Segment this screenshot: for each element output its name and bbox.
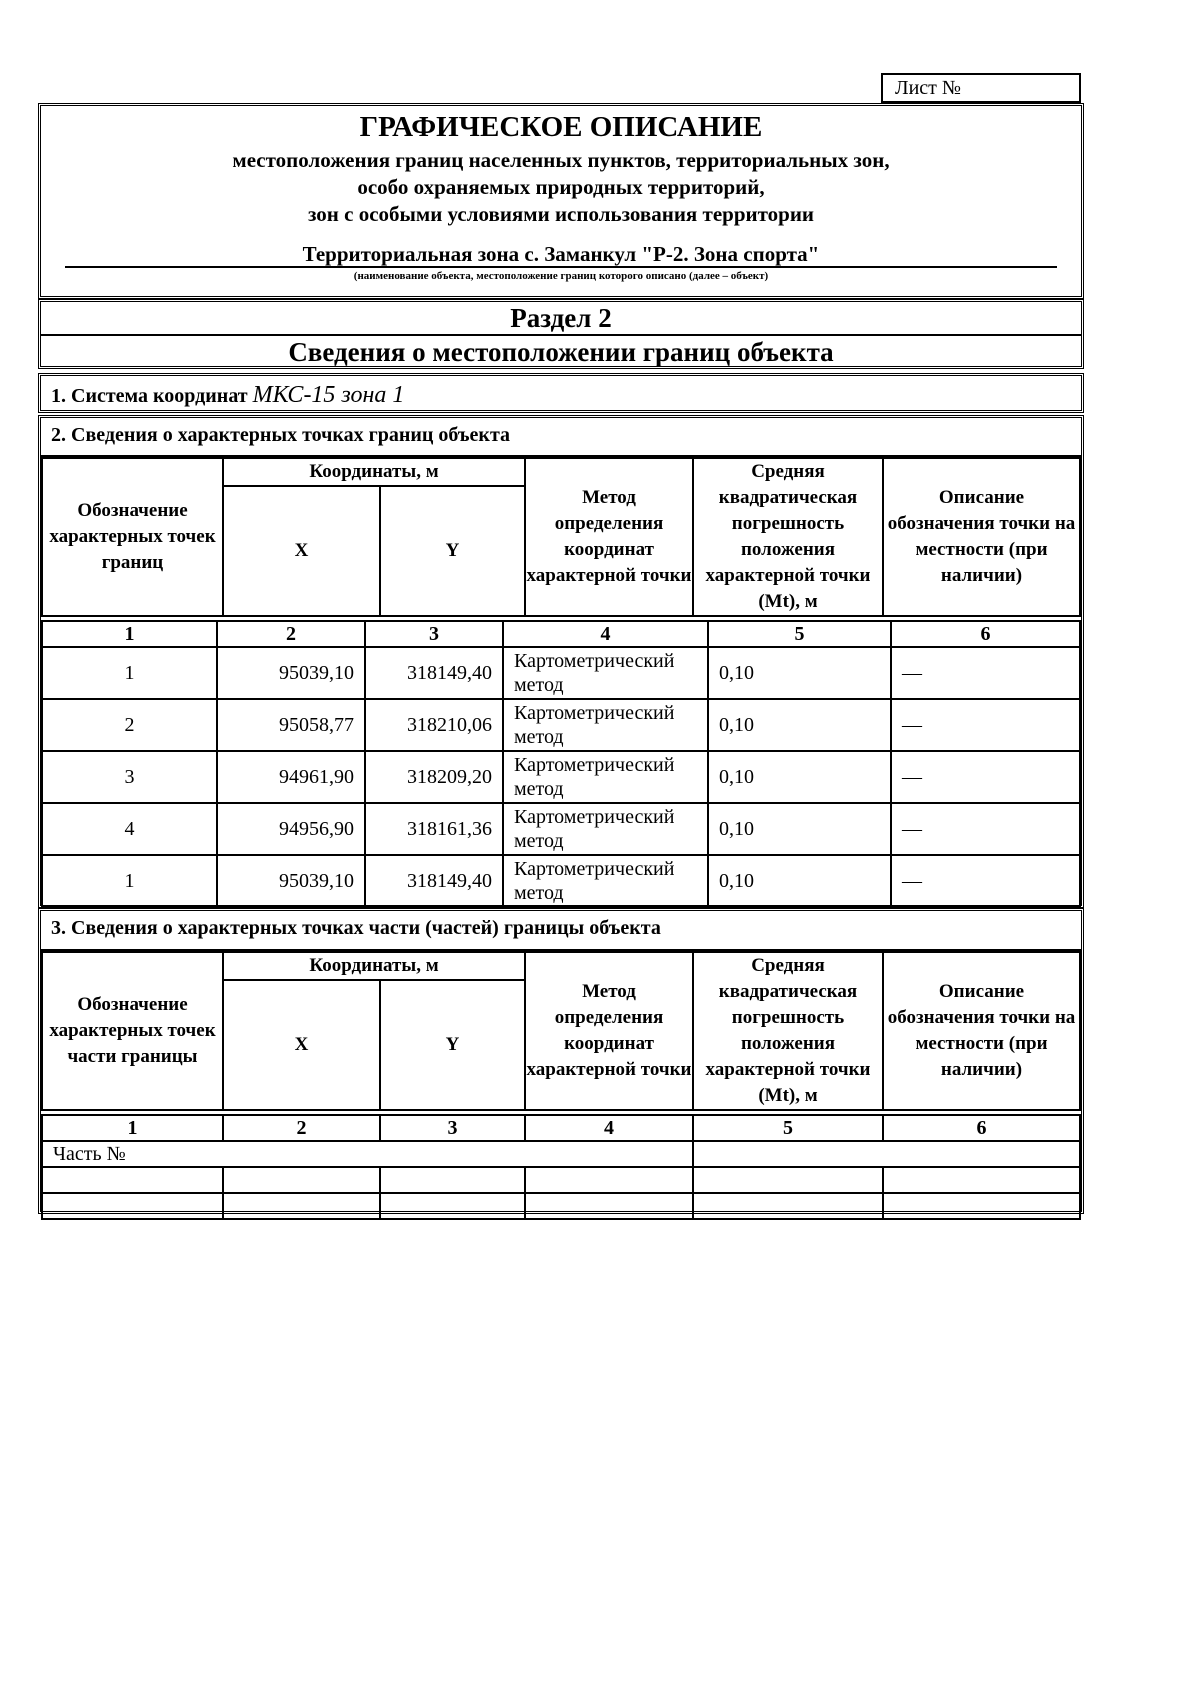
empty-cell bbox=[883, 1193, 1080, 1219]
point-y: 318210,06 bbox=[365, 699, 503, 751]
point-description: — bbox=[891, 647, 1080, 699]
column-number: 1 bbox=[42, 621, 217, 647]
empty-cell bbox=[42, 1193, 223, 1219]
table-row bbox=[42, 751, 1080, 803]
points-block bbox=[38, 415, 1084, 908]
col-x: X bbox=[223, 980, 380, 1110]
point-y: 318149,40 bbox=[365, 855, 503, 907]
points-heading: 2. Сведения о характерных точках границ объекта bbox=[41, 418, 1081, 457]
table-row bbox=[42, 647, 1080, 699]
table-row bbox=[42, 855, 1080, 907]
point-y: 318161,36 bbox=[365, 803, 503, 855]
empty-cell bbox=[525, 1167, 693, 1193]
col-description: Описание обозначения точки на местности (при наличии) bbox=[883, 458, 1080, 616]
empty-cell bbox=[693, 1193, 883, 1219]
point-x: 94961,90 bbox=[217, 751, 365, 803]
column-number: 1 bbox=[42, 1115, 223, 1141]
empty-cell bbox=[223, 1193, 380, 1219]
point-description: — bbox=[891, 751, 1080, 803]
column-numbers-row bbox=[42, 1115, 1080, 1141]
section-subtitle: Сведения о местоположении границ объекта bbox=[288, 337, 834, 367]
point-error: 0,10 bbox=[708, 647, 891, 699]
table-row bbox=[42, 1167, 1080, 1193]
parts-table bbox=[41, 1114, 1081, 1220]
column-number: 6 bbox=[891, 621, 1080, 647]
col-coords: Координаты, м bbox=[223, 952, 525, 980]
point-method: Картометрический метод bbox=[503, 855, 708, 907]
object-caption: (наименование объекта, местоположение границ которого описано (далее – объект) bbox=[353, 270, 769, 282]
point-method: Картометрический метод bbox=[503, 751, 708, 803]
subtitle-line-3: зон с особыми условиями использования территории bbox=[307, 202, 815, 226]
object-name: Территориальная зона с. Заманкул "Р-2. Зона спорта" bbox=[65, 242, 1057, 268]
empty-cell bbox=[883, 1167, 1080, 1193]
part-empty-cell bbox=[693, 1141, 1080, 1167]
point-id: 1 bbox=[42, 855, 217, 907]
point-id: 2 bbox=[42, 699, 217, 751]
column-number: 3 bbox=[365, 621, 503, 647]
point-description: — bbox=[891, 699, 1080, 751]
table-row bbox=[42, 1193, 1080, 1219]
points-header-table bbox=[41, 457, 1081, 617]
column-number: 4 bbox=[503, 621, 708, 647]
col-y: Y bbox=[380, 486, 525, 616]
empty-cell bbox=[380, 1193, 525, 1219]
parts-heading: 3. Сведения о характерных точках части (частей) границы объекта bbox=[41, 911, 1081, 951]
point-error: 0,10 bbox=[708, 803, 891, 855]
col-designation: Обозначение характерных точек границ bbox=[42, 458, 223, 616]
empty-cell bbox=[693, 1167, 883, 1193]
point-y: 318149,40 bbox=[365, 647, 503, 699]
empty-cell bbox=[42, 1167, 223, 1193]
point-id: 1 bbox=[42, 647, 217, 699]
part-label: Часть № bbox=[42, 1141, 693, 1167]
col-method: Метод определения координат характерной точки bbox=[525, 458, 693, 616]
point-description: — bbox=[891, 855, 1080, 907]
column-number: 2 bbox=[223, 1115, 380, 1141]
subtitle-line-1: местоположения границ населенных пунктов, территориальных зон, bbox=[232, 148, 890, 172]
point-method: Картометрический метод bbox=[503, 647, 708, 699]
section-block bbox=[38, 299, 1084, 369]
empty-cell bbox=[223, 1167, 380, 1193]
sheet-number: Лист № bbox=[881, 73, 1081, 103]
point-y: 318209,20 bbox=[365, 751, 503, 803]
point-x: 95039,10 bbox=[217, 647, 365, 699]
column-number: 3 bbox=[380, 1115, 525, 1141]
table-row bbox=[42, 803, 1080, 855]
point-method: Картометрический метод bbox=[503, 803, 708, 855]
header-block bbox=[38, 103, 1084, 299]
col-method: Метод определения координат характерной точки bbox=[525, 952, 693, 1110]
section-title: Раздел 2 bbox=[41, 302, 1081, 336]
col-y: Y bbox=[380, 980, 525, 1110]
parts-header-table bbox=[41, 951, 1081, 1111]
point-x: 94956,90 bbox=[217, 803, 365, 855]
point-error: 0,10 bbox=[708, 699, 891, 751]
point-description: — bbox=[891, 803, 1080, 855]
points-table bbox=[41, 620, 1081, 908]
point-x: 95058,77 bbox=[217, 699, 365, 751]
col-x: X bbox=[223, 486, 380, 616]
document-title: ГРАФИЧЕСКОЕ ОПИСАНИЕ bbox=[359, 111, 763, 143]
column-number: 6 bbox=[883, 1115, 1080, 1141]
col-error: Средняя квадратическая погрешность положения характерной точки (Mt), м bbox=[693, 952, 883, 1110]
coord-system-value: МКС-15 зона 1 bbox=[252, 382, 405, 408]
col-coords: Координаты, м bbox=[223, 458, 525, 486]
col-designation: Обозначение характерных точек части границы bbox=[42, 952, 223, 1110]
col-error: Средняя квадратическая погрешность положения характерной точки (Mt), м bbox=[693, 458, 883, 616]
point-id: 4 bbox=[42, 803, 217, 855]
col-description: Описание обозначения точки на местности (при наличии) bbox=[883, 952, 1080, 1110]
coord-system-block bbox=[38, 373, 1084, 413]
empty-cell bbox=[525, 1193, 693, 1219]
point-error: 0,10 bbox=[708, 855, 891, 907]
column-number: 5 bbox=[693, 1115, 883, 1141]
part-label-row bbox=[42, 1141, 1080, 1167]
point-id: 3 bbox=[42, 751, 217, 803]
table-row bbox=[42, 699, 1080, 751]
column-numbers-row bbox=[42, 621, 1080, 647]
parts-block bbox=[38, 908, 1084, 1214]
point-method: Картометрический метод bbox=[503, 699, 708, 751]
empty-cell bbox=[380, 1167, 525, 1193]
point-x: 95039,10 bbox=[217, 855, 365, 907]
column-number: 4 bbox=[525, 1115, 693, 1141]
subtitle-line-2: особо охраняемых природных территорий, bbox=[357, 175, 765, 199]
column-number: 2 bbox=[217, 621, 365, 647]
point-error: 0,10 bbox=[708, 751, 891, 803]
column-number: 5 bbox=[708, 621, 891, 647]
coord-system-label: 1. Система координат bbox=[51, 385, 248, 407]
